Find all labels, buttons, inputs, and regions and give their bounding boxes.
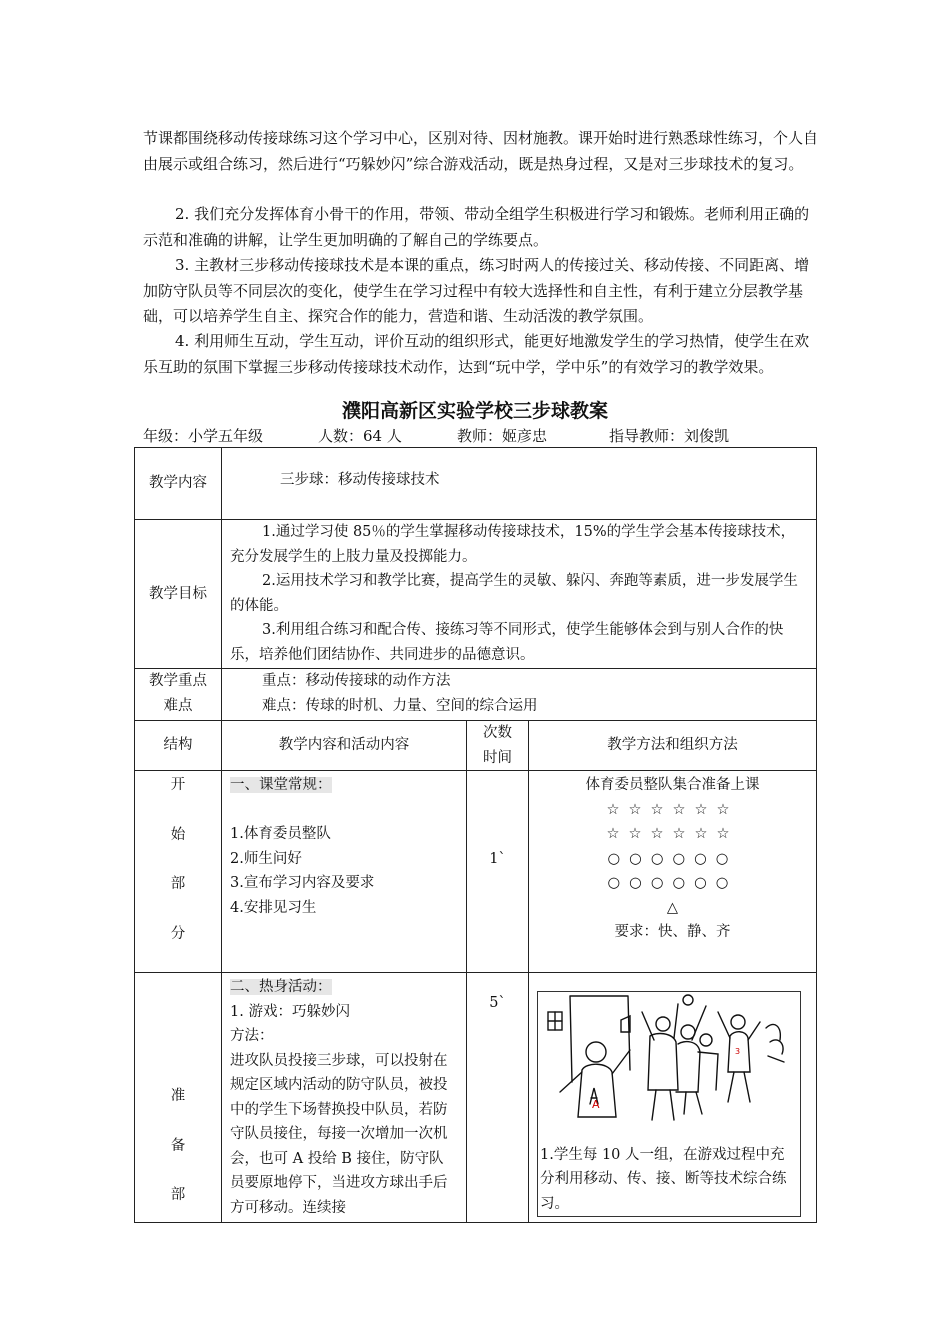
intro-paragraph-3: 3. 主教材三步移动传接球技术是本课的重点，练习时两人的传接过关、移动传接、不同距离、增加防守队员等不同层次的变化，使学生在学习过程中有较大选择性和自主性，有利于建立分层教学基础，可以培养学生自主、探究合作的能力，营造和谐、生动活泼的教学氛围。 [143, 256, 810, 325]
teacher-position: △ [666, 899, 679, 916]
advisor-label: 指导教师：刘俊凯 [609, 427, 730, 445]
prep-structure [135, 973, 222, 1223]
start-item-1: 1.体育委员整队 [230, 826, 331, 842]
start-struct-char-1: 开 [170, 777, 186, 793]
intro-paragraph-1: 节课都围绕移动传接球练习这个学习中心，区别对待、因材施教。课开始时进行熟悉球性练习，个人自由展示或组合练习，然后进行“巧躲妙闪”综合游戏活动，既是热身过程，又是对三步球技术的复习。 [143, 129, 819, 173]
prep-struct-char-3: 部 [170, 1187, 186, 1203]
start-struct-char-3: 部 [170, 876, 186, 892]
formation-row-3: ○○○○○○ [607, 850, 738, 867]
lesson-plan-table [134, 447, 817, 1223]
goal-item-1: 1.通过学习使 85％的学生掌握移动传接球技术，15%的学生学会基本传接球技术，充分发展学生的上肢力量及投掷能力。 [230, 524, 796, 565]
difficulty: 难点：传球的时机、力量、空间的综合运用 [262, 697, 538, 714]
goal-label: 教学目标 [135, 520, 222, 669]
prep-heading: 二、热身活动： [230, 979, 332, 995]
start-requirement: 要求：快、静、齐 [614, 924, 731, 940]
header-content: 教学内容和活动内容 [222, 721, 467, 771]
key-cell [222, 669, 817, 721]
prep-description: 进攻队员投接三步球，可以投射在规定区域内活动的防守队员，被投中的学生下场替换投中队员，若防守队员接住，每接一次增加一次机会，也可 A 投给 B 接住，防守队员要原地停下，当进攻方球出手后方可移动。连续接 [230, 1052, 448, 1216]
start-struct-char-4: 分 [170, 925, 186, 942]
formation-row-1: ☆☆☆☆☆☆ [606, 801, 739, 818]
start-item-3: 3.宣布学习内容及要求 [230, 875, 375, 891]
intro-paragraph-2: 2. 我们充分发挥体育小骨干的作用，带领、带动全组学生积极进行学习和锻炼。老师利用正确的示范和准确的讲解，让学生更加明确的了解自己的学练要点。 [143, 205, 810, 249]
prep-section-row [135, 973, 817, 1223]
goal-item-3: 3.利用组合练习和配合传、接练习等不同形式，使学生能够体会到与别人合作的快乐，培养他们团结协作、共同进步的品德意识。 [230, 622, 784, 663]
prep-content [222, 973, 467, 1223]
intro-paragraph-4: 4. 利用师生互动，学生互动，评价互动的组织形式，能更好地激发学生的学习热情，使学生在欢乐互助的氛围下掌握三步移动传接球技术动作，达到“玩中学，学中乐”的有效学习的教学效果。 [143, 332, 810, 376]
header-times-line-2: 时间 [483, 749, 512, 766]
header-times [467, 721, 529, 771]
content-value: 三步球：移动传接球技术 [222, 448, 817, 520]
prep-method-label: 方法： [230, 1028, 274, 1044]
start-method-title: 体育委员整队集合准备上课 [585, 777, 760, 793]
start-struct-char-2: 始 [170, 826, 186, 843]
lesson-plan-title: 濮阳高新区实验学校三步球教案 [341, 400, 608, 422]
key-label-line-1: 教学重点 [149, 673, 207, 689]
start-structure [135, 771, 222, 973]
goal-item-2: 2.运用技术学习和教学比赛，提高学生的灵敏、躲闪、奔跑等素质，进一步发展学生的体能。 [230, 573, 798, 614]
key-point: 重点：移动传接球的动作方法 [262, 673, 451, 689]
svg-text:3: 3 [735, 1047, 741, 1056]
start-method [529, 771, 817, 973]
prep-method [529, 973, 817, 1223]
start-item-2: 2.师生问好 [230, 850, 302, 867]
start-time: 1` [467, 771, 529, 973]
start-section-row [135, 771, 817, 973]
header-method: 教学方法和组织方法 [529, 721, 817, 771]
key-label-line-2: 难点 [163, 697, 193, 714]
goal-row [135, 520, 817, 669]
prep-time: 5` [467, 973, 529, 1223]
prep-struct-char-1: 准 [170, 1088, 186, 1104]
key-row [135, 669, 817, 721]
start-heading: 一、课堂常规： [230, 777, 332, 793]
formation-row-2: ☆☆☆☆☆☆ [606, 826, 739, 842]
prep-struct-char-2: 备 [170, 1137, 186, 1154]
formation-row-4: ○○○○○○ [607, 875, 738, 891]
header-structure: 结构 [135, 721, 222, 771]
prep-game: 1. 游戏：巧躲妙闪 [230, 1003, 350, 1020]
grade-label: 年级：小学五年级 [143, 427, 264, 445]
header-times-line-1: 次数 [483, 725, 512, 741]
svg-text:A: A [592, 1098, 600, 1111]
start-item-4: 4.安排见习生 [230, 899, 317, 916]
key-label [135, 669, 222, 721]
goal-cell [222, 520, 817, 669]
start-content [222, 771, 467, 973]
teacher-label: 教师：姬彦忠 [457, 427, 548, 445]
student-count-label: 人数：64 人 [318, 427, 402, 445]
game-illustration-frame [537, 991, 801, 1217]
game-illustration [538, 992, 800, 1134]
prep-note: 1.学生每 10 人一组，在游戏过程中充分利用移动、传、接、断等技术综合练习。 [540, 1146, 787, 1212]
content-row [135, 448, 817, 520]
content-label: 教学内容 [135, 448, 222, 520]
header-row [135, 721, 817, 771]
